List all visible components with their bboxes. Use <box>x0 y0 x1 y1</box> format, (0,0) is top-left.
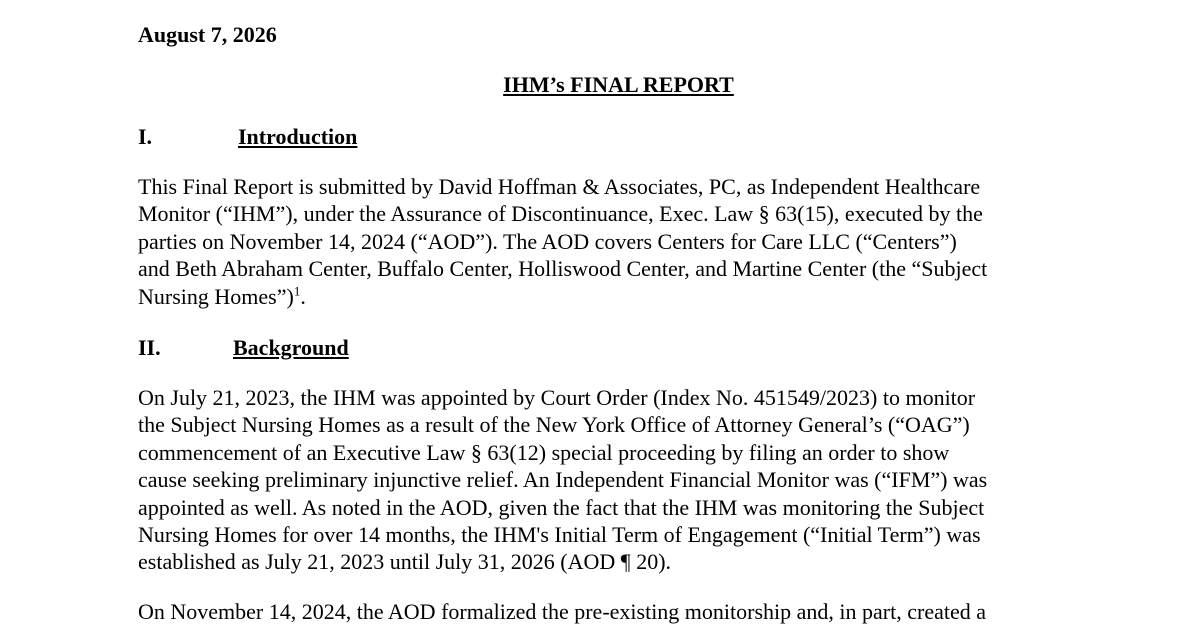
paragraph-line: and Beth Abraham Center, Buffalo Center, Holliswood Center, and Martine Center (the “Subject <box>138 256 988 282</box>
paragraph-line: Monitor (“IHM”), under the Assurance of Discontinuance, Exec. Law § 63(15), executed by the <box>138 201 983 227</box>
section-heading-introduction <box>138 122 358 152</box>
section-number: I. <box>138 124 153 149</box>
footnote-reference[interactable]: 1 <box>293 283 301 299</box>
paragraph-line: On November 14, 2024, the AOD formalized the pre-existing monitorship and, in part, created a <box>138 599 986 624</box>
paragraph-line: This Final Report is submitted by David Hoffman & Associates, PC, as Independent Healthcare <box>138 174 981 199</box>
paragraph-line: the Subject Nursing Homes as a result of the New York Office of Attorney General’s (“OAG”) <box>138 412 970 438</box>
paragraph-line: commencement of an Executive Law § 63(12) special proceeding by filing an order to show <box>138 439 950 465</box>
paragraph-line-last <box>138 283 1078 310</box>
section-number: II. <box>138 335 161 360</box>
background-paragraph-1 <box>138 384 1078 576</box>
section-title: Introduction <box>238 124 358 149</box>
sentence-period: . <box>300 283 306 309</box>
paragraph-line: Nursing Homes for over 14 months, the IHM's Initial Term of Engagement (“Initial Term”) was <box>138 522 981 548</box>
paragraph-line: cause seeking preliminary injunctive relief. An Independent Financial Monitor was (“IFM”) was <box>138 467 988 493</box>
paragraph-line: parties on November 14, 2024 (“AOD”). The AOD covers Centers for Care LLC (“Centers”) <box>138 228 957 254</box>
report-date: August 7, 2026 <box>138 22 277 47</box>
introduction-paragraph <box>138 173 1078 310</box>
paragraph-line: established as July 21, 2023 until July 31, 2026 (AOD ¶ 20). <box>138 549 672 575</box>
background-paragraph-2 <box>138 598 1078 625</box>
section-heading-background <box>138 333 349 363</box>
paragraph-line-text: Nursing Homes”) <box>138 283 294 309</box>
paragraph-line: appointed as well. As noted in the AOD, given the fact that the IHM was monitoring the Subject <box>138 494 985 520</box>
section-title: Background <box>233 335 349 360</box>
report-title: IHM’s FINAL REPORT <box>503 72 734 97</box>
paragraph-line: On July 21, 2023, the IHM was appointed by Court Order (Index No. 451549/2023) to monitor <box>138 385 976 410</box>
